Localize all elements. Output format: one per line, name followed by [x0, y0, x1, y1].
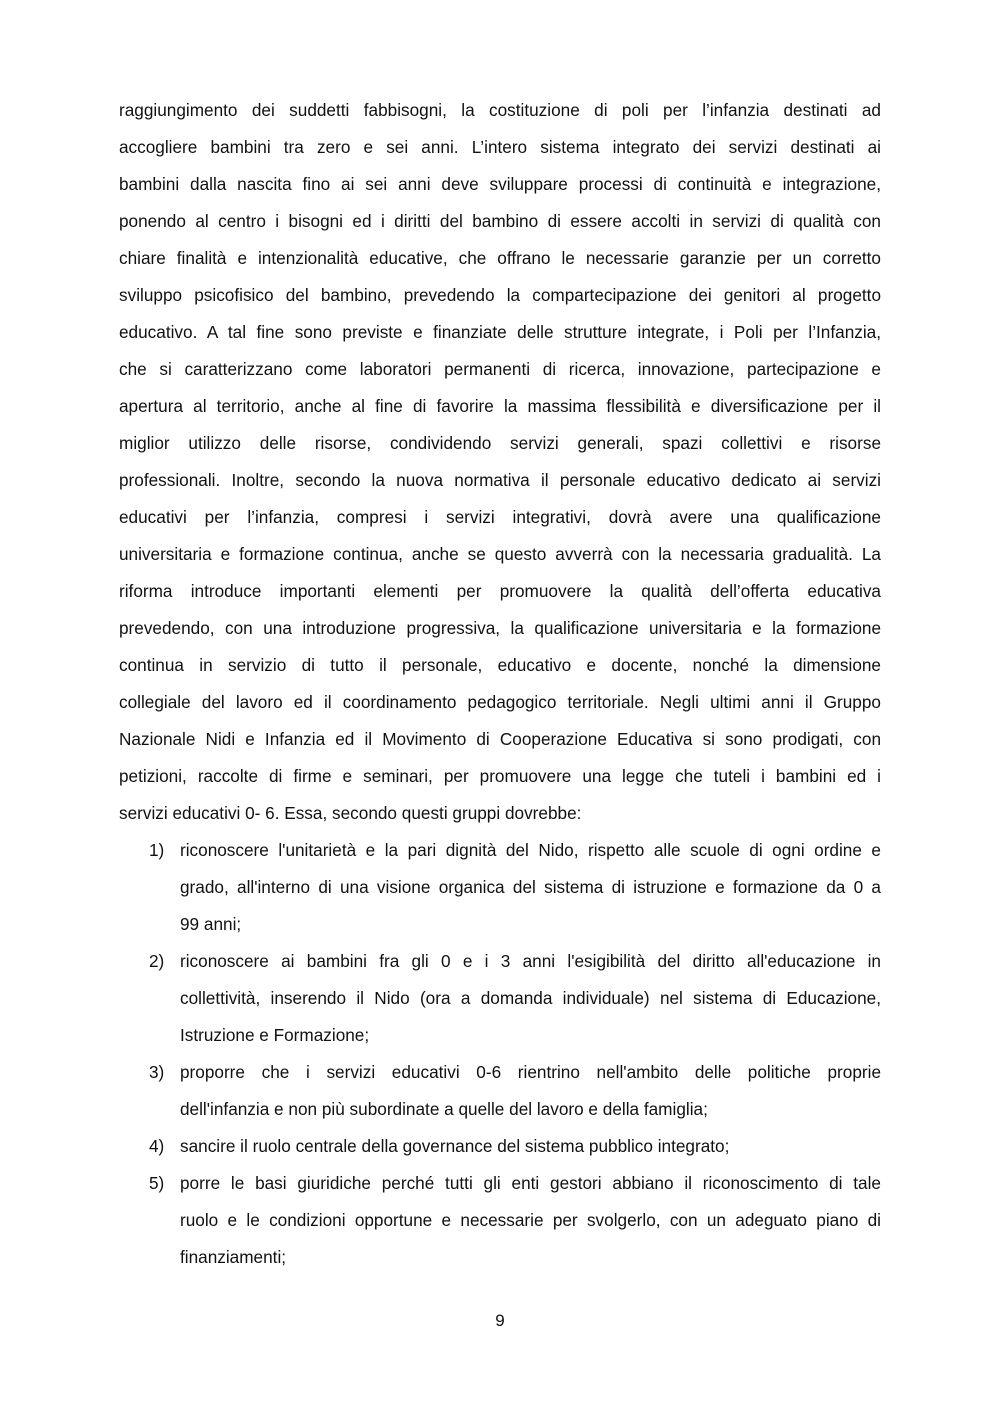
list-item-line: 99 anni;	[180, 914, 242, 934]
list-item-number: 4)	[149, 1136, 165, 1156]
list-item-line: collettività, inserendo il Nido (ora a domanda individuale) nel sistema di Educazione,	[180, 988, 881, 1008]
list-item-line: proporre che i servizi educativi 0-6 rientrino nell'ambito delle politiche proprie	[180, 1062, 881, 1082]
list-item	[119, 1128, 881, 1165]
paragraph-line: accogliere bambini tra zero e sei anni. L’intero sistema integrato dei servizi destinati ai	[119, 137, 881, 157]
paragraph-line: apertura al territorio, anche al fine di favorire la massima flessibilità e diversificazione per il	[119, 396, 881, 416]
list-item	[119, 1054, 881, 1128]
paragraph-line: che si caratterizzano come laboratori permanenti di ricerca, innovazione, partecipazione e	[119, 359, 881, 379]
document-page	[119, 92, 881, 1276]
paragraph-line: educativo. A tal fine sono previste e finanziate delle strutture integrate, i Poli per l’Infanzia,	[119, 322, 881, 342]
paragraph-line: continua in servizio di tutto il personale, educativo e docente, nonché la dimensione	[119, 655, 881, 675]
list-item-line: riconoscere l'unitarietà e la pari dignità del Nido, rispetto alle scuole di ogni ordine e	[180, 840, 881, 860]
paragraph-line: petizioni, raccolte di firme e seminari, per promuovere una legge che tuteli i bambini ed i	[119, 766, 881, 786]
list-item-number: 5)	[149, 1173, 165, 1193]
paragraph-line: universitaria e formazione continua, anche se questo avverrà con la necessaria gradualità. La	[119, 544, 881, 564]
paragraph-line: miglior utilizzo delle risorse, condividendo servizi generali, spazi collettivi e risorse	[119, 433, 881, 453]
paragraph-line: educativi per l’infanzia, compresi i servizi integrativi, dovrà avere una qualificazione	[119, 507, 881, 527]
body-paragraph	[119, 92, 881, 832]
list-item	[119, 1165, 881, 1276]
list-item-number: 1)	[149, 840, 165, 860]
paragraph-line: sviluppo psicofisico del bambino, prevedendo la compartecipazione dei genitori al progetto	[119, 285, 881, 305]
paragraph-line: ponendo al centro i bisogni ed i diritti del bambino di essere accolti in servizi di qualità con	[119, 211, 881, 231]
list-item	[119, 832, 881, 943]
paragraph-line: chiare finalità e intenzionalità educative, che offrano le necessarie garanzie per un corretto	[119, 248, 881, 268]
page-number: 9	[495, 1311, 505, 1330]
list-item-line: ruolo e le condizioni opportune e necessarie per svolgerlo, con un adeguato piano di	[180, 1210, 881, 1230]
paragraph-line: servizi educativi 0- 6. Essa, secondo questi gruppi dovrebbe:	[119, 803, 582, 823]
list-item-line: finanziamenti;	[180, 1247, 287, 1267]
paragraph-line: collegiale del lavoro ed il coordinamento pedagogico territoriale. Negli ultimi anni il Gruppo	[119, 692, 881, 712]
paragraph-line: Nazionale Nidi e Infanzia ed il Movimento di Cooperazione Educativa si sono prodigati, con	[119, 729, 881, 749]
list-item-line: porre le basi giuridiche perché tutti gli enti gestori abbiano il riconoscimento di tale	[180, 1173, 881, 1193]
paragraph-line: riforma introduce importanti elementi per promuovere la qualità dell’offerta educativa	[119, 581, 881, 601]
paragraph-line: prevedendo, con una introduzione progressiva, la qualificazione universitaria e la formazione	[119, 618, 881, 638]
numbered-list	[119, 832, 881, 1276]
list-item-line: sancire il ruolo centrale della governance del sistema pubblico integrato;	[180, 1136, 730, 1156]
paragraph-line: professionali. Inoltre, secondo la nuova normativa il personale educativo dedicato ai servizi	[119, 470, 881, 490]
list-item-line: Istruzione e Formazione;	[180, 1025, 370, 1045]
list-item-number: 2)	[149, 951, 165, 971]
list-item-line: grado, all'interno di una visione organica del sistema di istruzione e formazione da 0 a	[180, 877, 881, 897]
list-item-number: 3)	[149, 1062, 165, 1082]
list-item	[119, 943, 881, 1054]
paragraph-line: raggiungimento dei suddetti fabbisogni, la costituzione di poli per l’infanzia destinati ad	[119, 100, 881, 120]
list-item-line: riconoscere ai bambini fra gli 0 e i 3 anni l'esigibilità del diritto all'educazione in	[180, 951, 881, 971]
list-item-line: dell'infanzia e non più subordinate a quelle del lavoro e della famiglia;	[180, 1099, 708, 1119]
paragraph-line: bambini dalla nascita fino ai sei anni deve sviluppare processi di continuità e integrazione,	[119, 174, 881, 194]
